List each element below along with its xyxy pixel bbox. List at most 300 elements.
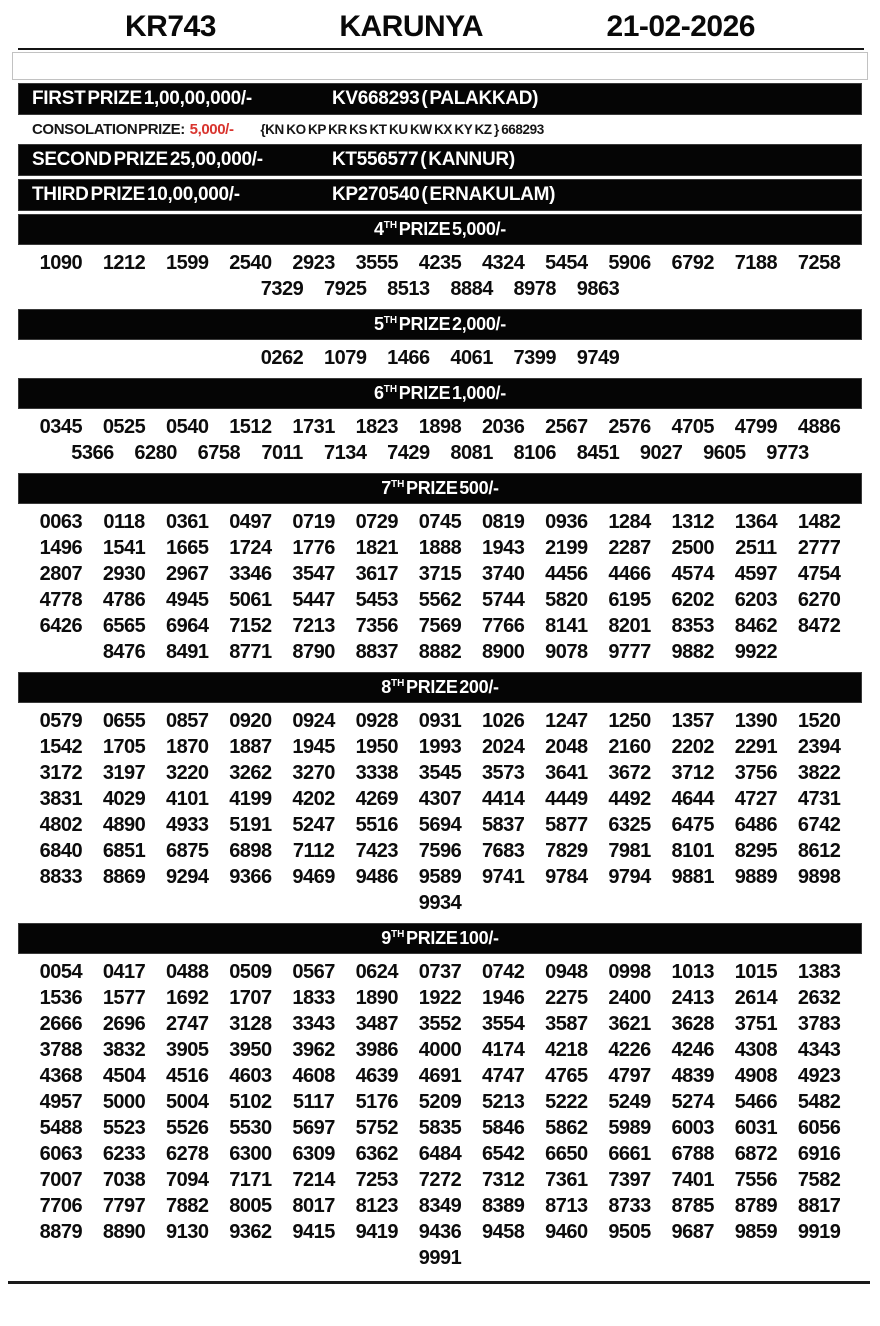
prize-number-row [0,985,880,1011]
prize-number: 6875 [166,840,209,862]
prize-number: 5213 [481,1091,525,1113]
first-prize-bar [18,83,862,115]
prize-number: 1887 [229,736,272,758]
prize-number: 4957 [39,1091,83,1113]
prize-number: 4516 [166,1065,209,1087]
prize-number: 2666 [39,1013,83,1035]
prize-number: 6475 [671,814,714,836]
prize-number: 9749 [576,347,620,369]
prize-number: 1482 [797,511,841,533]
prize-number: 0655 [102,710,146,732]
third-prize-label: THIRD PRIZE 10,00,000/- [32,184,240,205]
prize-number: 5837 [481,814,525,836]
prize-number: 3547 [292,563,335,585]
prize-number: 4174 [481,1039,525,1061]
prize-number: 8771 [229,641,272,663]
prize-number: 7882 [166,1195,209,1217]
prize-number: 0054 [39,961,83,983]
prize-number: 0742 [481,961,525,983]
prize-number: 8884 [450,278,493,300]
prize-number: 4639 [355,1065,399,1087]
prize-number: 9589 [418,866,462,888]
prize-number: 0729 [355,511,399,533]
prize-number: 6063 [39,1143,83,1165]
prize-number: 1536 [39,987,83,1009]
prize-number: 5989 [608,1117,651,1139]
prize-number: 8472 [797,615,841,637]
prize-number: 8476 [102,641,146,663]
prize-number: 9362 [229,1221,272,1243]
prize-number: 1870 [166,736,209,758]
prize-number: 6565 [102,615,146,637]
prize-number: 4226 [608,1039,651,1061]
prize-number: 4343 [797,1039,841,1061]
prize-number: 5454 [545,252,588,274]
prize-number: 5176 [355,1091,399,1113]
prize-number: 8890 [102,1221,146,1243]
prize-section-header: 9TH PRIZE 100/- [18,923,862,954]
prize-number: 5906 [608,252,651,274]
prize-number: 4324 [481,252,525,274]
prize-number: 4644 [671,788,714,810]
prize-number: 3220 [166,762,209,784]
prize-number: 3756 [734,762,778,784]
prize-number: 7925 [323,278,367,300]
prize-number: 1496 [39,537,83,559]
prize-number: 3628 [671,1013,714,1035]
prize-number: 2024 [481,736,525,758]
prize-number: 8101 [671,840,714,862]
prize-number-row [0,1219,880,1245]
prize-number: 4945 [166,589,209,611]
prize-number: 1943 [481,537,525,559]
prize-number: 8833 [39,866,83,888]
prize-number: 6203 [734,589,778,611]
prize-number: 4933 [166,814,209,836]
prize-number: 8141 [545,615,588,637]
prize-number: 6362 [355,1143,399,1165]
prize-number: 3262 [229,762,272,784]
prize-number: 7556 [734,1169,778,1191]
prize-number: 6742 [797,814,841,836]
prize-number: 4574 [671,563,714,585]
prize-number: 3617 [355,563,399,585]
prize-number-row [0,561,880,587]
prize-number: 5061 [229,589,272,611]
prize-number: 1599 [166,252,209,274]
prize-number: 3751 [734,1013,778,1035]
prize-number: 7569 [418,615,462,637]
prize-section-header: 7TH PRIZE 500/- [18,473,862,504]
prize-number: 3487 [355,1013,399,1035]
prize-number: 6195 [608,589,651,611]
prize-number-row [0,587,880,613]
prize-number: 9889 [734,866,778,888]
prize-number: 7329 [260,278,304,300]
prize-number: 6542 [481,1143,525,1165]
prize-number: 8713 [545,1195,588,1217]
prize-number: 7094 [166,1169,209,1191]
prize-number-row [0,864,880,890]
prize-number: 5862 [545,1117,588,1139]
prize-number: 5274 [671,1091,714,1113]
prize-number: 7401 [671,1169,714,1191]
prize-number-row [0,509,880,535]
prize-number-grid [0,343,880,375]
prize-number: 9898 [797,866,841,888]
prize-number: 1922 [418,987,462,1009]
prize-number-grid [0,507,880,669]
prize-number: 3783 [797,1013,841,1035]
second-prize-label: SECOND PRIZE 25,00,000/- [32,149,263,170]
prize-number-row [0,1193,880,1219]
prize-number: 1823 [355,416,399,438]
prize-number: 8123 [355,1195,399,1217]
prize-number: 9777 [608,641,651,663]
prize-number: 9027 [639,442,683,464]
prize-number: 1542 [39,736,83,758]
prize-number: 9991 [418,1247,462,1269]
prize-number: 9486 [355,866,399,888]
prize-number: 4307 [418,788,462,810]
prize-number: 2923 [292,252,335,274]
prize-number: 8106 [513,442,557,464]
prize-number: 6280 [134,442,177,464]
prize-number-row [0,250,880,276]
prize-number: 5820 [545,589,588,611]
prize-number: 4308 [734,1039,778,1061]
prize-number: 1950 [355,736,399,758]
prize-number: 5117 [292,1091,335,1113]
prize-number: 3621 [608,1013,651,1035]
prize-number-row [0,535,880,561]
consolation-prize-amount: 5,000/- [189,121,234,138]
prize-number: 1665 [166,537,209,559]
prize-number: 5447 [292,589,335,611]
prize-number: 8978 [513,278,557,300]
prize-number: 0567 [292,961,335,983]
prize-number: 5466 [734,1091,778,1113]
prize-number: 2275 [545,987,588,1009]
title-divider [18,48,864,50]
prize-number: 2567 [545,416,588,438]
prize-number: 5222 [545,1091,588,1113]
prize-number: 4368 [39,1065,83,1087]
prize-number: 0737 [418,961,462,983]
prize-number: 8733 [608,1195,651,1217]
prize-number: 3555 [355,252,399,274]
prize-number: 8451 [576,442,620,464]
prize-number: 7011 [261,442,303,464]
prize-number: 7397 [608,1169,651,1191]
prize-number: 9784 [545,866,588,888]
prize-number: 0063 [39,511,83,533]
prize-number: 6278 [166,1143,209,1165]
prize-number: 7038 [102,1169,146,1191]
prize-number: 3554 [481,1013,525,1035]
prize-number: 7253 [355,1169,399,1191]
consolation-prize-label: CONSOLATION PRIZE: [32,121,185,138]
prize-number: 4101 [166,788,209,810]
prize-number: 5453 [355,589,399,611]
prize-number: 4269 [355,788,399,810]
prize-number: 1312 [671,511,714,533]
prize-number: 1090 [39,252,83,274]
prize-number-row [0,440,880,466]
prize-number: 0928 [355,710,399,732]
prize-number: 3832 [102,1039,146,1061]
prize-number: 8005 [229,1195,272,1217]
third-prize-bar [18,179,862,211]
prize-number: 2291 [734,736,778,758]
prize-number: 2400 [608,987,651,1009]
prize-number-row [0,812,880,838]
prize-number: 1383 [797,961,841,983]
prize-number: 3545 [418,762,462,784]
prize-number: 2576 [608,416,651,438]
prize-number: 2696 [102,1013,146,1035]
prize-number: 7399 [513,347,557,369]
prize-number: 7112 [292,840,335,862]
prize-sections [0,214,880,1275]
prize-number: 3338 [355,762,399,784]
prize-number-row [0,639,880,665]
prize-number: 4908 [734,1065,778,1087]
second-prize-winner: KT556577 ( KANNUR) [331,149,515,170]
prize-number: 5697 [292,1117,335,1139]
prize-number: 8785 [671,1195,714,1217]
prize-number: 7134 [323,442,367,464]
prize-number: 9922 [734,641,778,663]
prize-number-row [0,734,880,760]
prize-number: 6898 [229,840,272,862]
prize-number: 6964 [166,615,209,637]
prize-number: 9458 [481,1221,525,1243]
prize-number-row [0,276,880,302]
prize-number: 6788 [671,1143,714,1165]
prize-number: 2807 [39,563,83,585]
third-prize-winner: KP270540 ( ERNAKULAM) [331,184,556,205]
prize-number: 3950 [229,1039,272,1061]
prize-number: 0745 [418,511,462,533]
prize-section-header: 4TH PRIZE 5,000/- [18,214,862,245]
prize-number-row [0,345,880,371]
prize-number: 1364 [734,511,778,533]
prize-number: 1776 [292,537,335,559]
consolation-prize-series: {KN KO KP KR KS KT KU KW KX KY KZ } 668293 [260,122,544,137]
prize-number: 8513 [387,278,430,300]
prize-number: 6003 [671,1117,714,1139]
prize-number: 3573 [481,762,525,784]
prize-number: 5482 [797,1091,841,1113]
prize-number: 3831 [39,788,83,810]
prize-number: 4603 [229,1065,272,1087]
prize-number: 7213 [292,615,335,637]
lottery-name: KARUNYA [339,10,484,43]
prize-number: 1692 [166,987,209,1009]
prize-number: 4000 [418,1039,462,1061]
prize-number: 0819 [481,511,525,533]
prize-number: 2614 [734,987,778,1009]
prize-number: 2160 [608,736,651,758]
prize-number: 6486 [734,814,778,836]
second-prize-bar [18,144,862,176]
prize-number: 7214 [292,1169,335,1191]
prize-number: 3986 [355,1039,399,1061]
prize-number: 6758 [197,442,241,464]
prize-number: 4608 [292,1065,335,1087]
prize-number: 2394 [797,736,841,758]
prize-number-row [0,1167,880,1193]
prize-number: 4705 [671,416,714,438]
blank-strip [12,52,868,80]
prize-number: 8349 [418,1195,462,1217]
prize-number-row [0,1063,880,1089]
prize-number: 0936 [545,511,588,533]
prize-number: 6202 [671,589,714,611]
prize-number: 0497 [229,511,272,533]
prize-number: 4890 [102,814,146,836]
prize-number: 5000 [102,1091,146,1113]
prize-number: 5694 [418,814,462,836]
prize-number: 4786 [102,589,146,611]
prize-number: 5191 [229,814,272,836]
prize-number: 4923 [797,1065,841,1087]
prize-number: 8790 [292,641,335,663]
prize-number: 9687 [671,1221,714,1243]
prize-number: 6031 [734,1117,778,1139]
prize-number: 4466 [608,563,651,585]
prize-number: 7423 [355,840,399,862]
prize-number: 1993 [418,736,462,758]
prize-number: 9919 [797,1221,841,1243]
prize-number: 1013 [671,961,714,983]
prize-number: 1705 [102,736,146,758]
prize-number: 2500 [671,537,714,559]
prize-number: 2967 [166,563,209,585]
prize-number-grid [0,248,880,306]
prize-number-grid [0,412,880,470]
prize-number: 7007 [39,1169,83,1191]
prize-number: 5835 [418,1117,462,1139]
prize-number: 3672 [608,762,651,784]
prize-number: 0719 [292,511,335,533]
prize-number: 5562 [418,589,462,611]
prize-number: 3641 [545,762,588,784]
prize-number: 0417 [102,961,146,983]
prize-number: 0525 [102,416,146,438]
prize-number: 4492 [608,788,651,810]
prize-number: 9863 [576,278,620,300]
prize-number-row [0,1245,880,1271]
prize-number: 9773 [766,442,809,464]
prize-number: 8295 [734,840,778,862]
prize-number: 8462 [734,615,778,637]
prize-number: 4727 [734,788,778,810]
prize-number-row [0,1011,880,1037]
prize-number: 2202 [671,736,714,758]
prize-number: 1015 [734,961,778,983]
prize-number: 9881 [671,866,714,888]
prize-number: 0345 [39,416,83,438]
prize-number-row [0,1089,880,1115]
prize-number: 3715 [418,563,462,585]
prize-number: 8879 [39,1221,83,1243]
prize-number: 7272 [418,1169,462,1191]
prize-number: 3172 [39,762,83,784]
prize-number: 8017 [292,1195,335,1217]
prize-number-row [0,786,880,812]
prize-number-row [0,1037,880,1063]
prize-number: 9415 [292,1221,335,1243]
prize-number: 0920 [229,710,272,732]
prize-number: 2632 [797,987,841,1009]
prize-number: 7829 [545,840,588,862]
prize-number: 5102 [229,1091,272,1113]
prize-number: 4414 [481,788,525,810]
prize-number-grid [0,957,880,1275]
prize-number: 2540 [229,252,272,274]
prize-number-row [0,838,880,864]
prize-number: 4029 [102,788,146,810]
prize-number: 3346 [229,563,272,585]
prize-number: 8081 [450,442,493,464]
prize-number: 2777 [797,537,841,559]
prize-number: 3128 [229,1013,272,1035]
prize-number: 9366 [229,866,272,888]
prize-number: 5004 [166,1091,209,1113]
first-prize-winner: KV668293 ( PALAKKAD) [331,88,539,109]
prize-number: 3587 [545,1013,588,1035]
prize-number: 1512 [229,416,272,438]
prize-number-row [0,414,880,440]
prize-number: 0361 [166,511,209,533]
prize-number: 0262 [260,347,304,369]
page-title [0,0,880,48]
prize-number: 5516 [355,814,399,836]
prize-number: 5247 [292,814,335,836]
prize-number: 6309 [292,1143,335,1165]
prize-number: 0924 [292,710,335,732]
prize-number: 4839 [671,1065,714,1087]
prize-number: 2413 [671,987,714,1009]
prize-number: 9741 [481,866,525,888]
prize-number: 1079 [323,347,367,369]
prize-number: 7596 [418,840,462,862]
draw-code: KR743 [125,10,216,43]
prize-number: 7706 [39,1195,83,1217]
prize-number: 5209 [418,1091,462,1113]
prize-number: 8869 [102,866,146,888]
prize-section-header: 5TH PRIZE 2,000/- [18,309,862,340]
prize-number: 7981 [608,840,651,862]
prize-number: 4799 [734,416,778,438]
consolation-prize-row [18,118,862,141]
prize-number: 6661 [608,1143,651,1165]
prize-number: 9882 [671,641,714,663]
prize-number: 9419 [355,1221,399,1243]
prize-number-row [0,613,880,639]
prize-number: 9934 [418,892,462,914]
prize-number: 2036 [481,416,525,438]
prize-number: 0509 [229,961,272,983]
prize-number: 4747 [481,1065,525,1087]
prize-number: 1888 [418,537,462,559]
prize-number: 5846 [481,1117,525,1139]
prize-number: 5366 [71,442,114,464]
prize-number: 7188 [734,252,778,274]
draw-date: 21-02-2026 [606,10,755,43]
